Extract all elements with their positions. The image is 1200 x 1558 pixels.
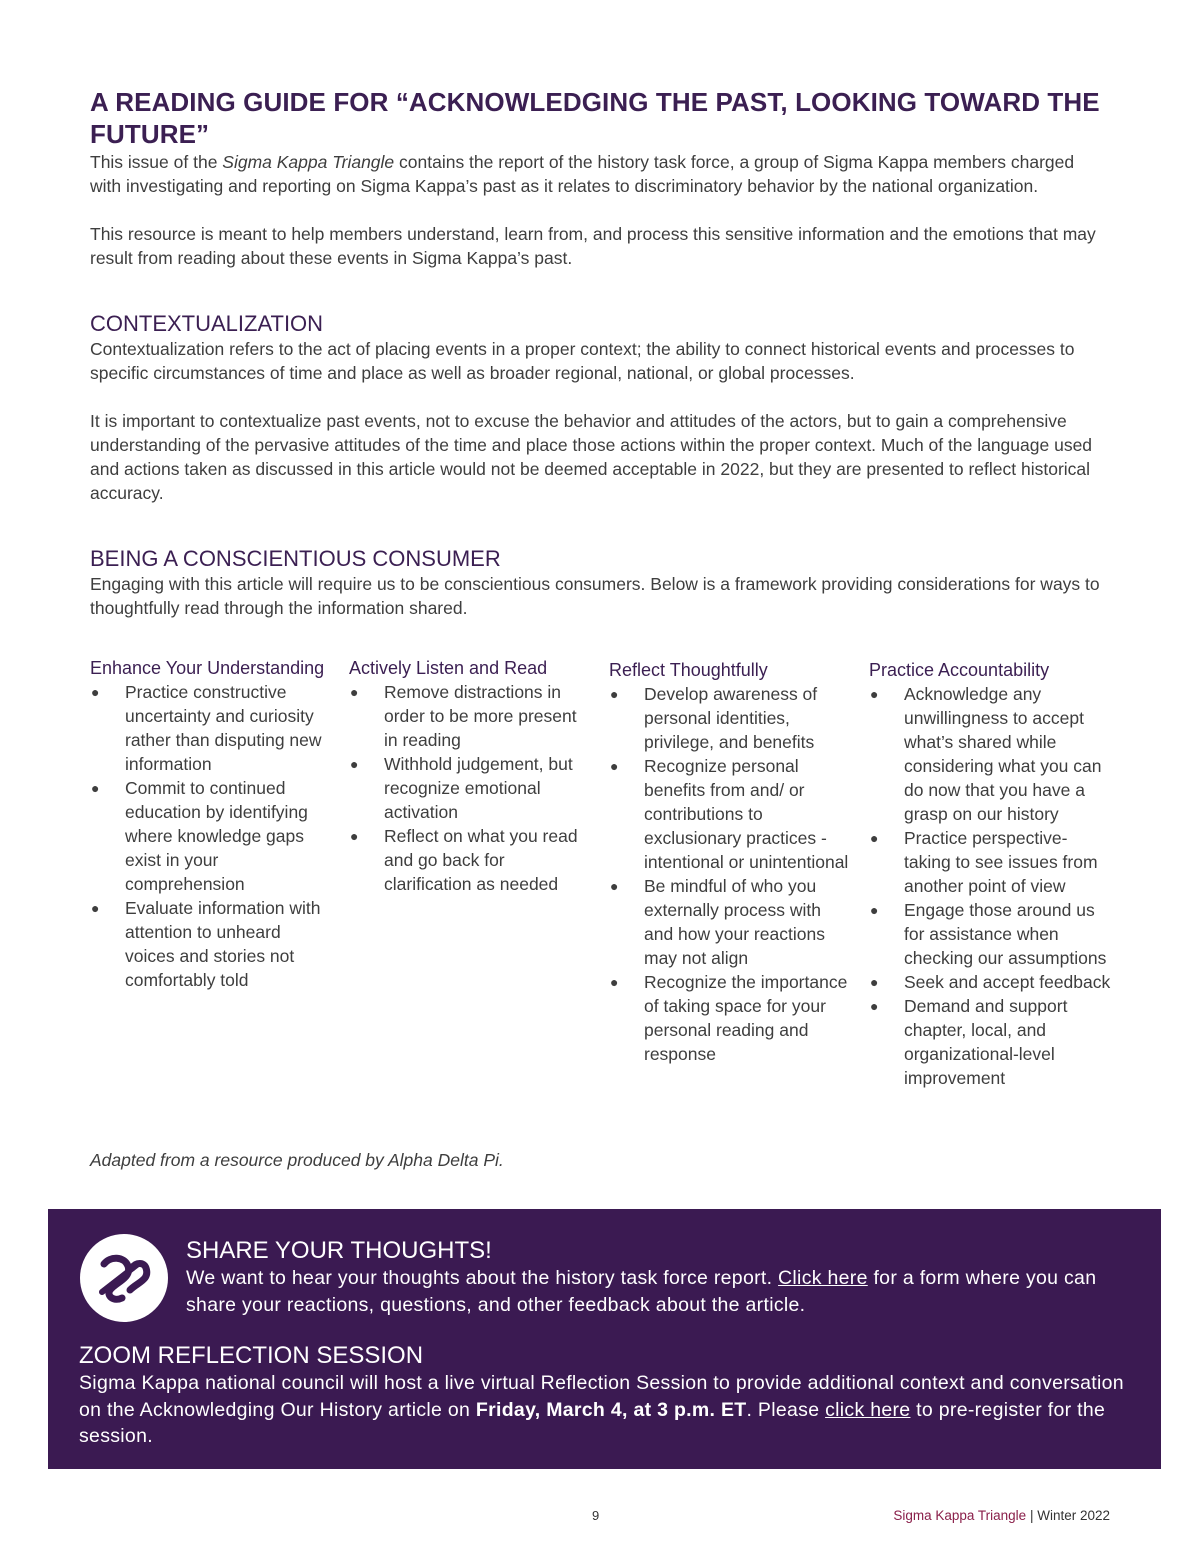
list-item: ● Withhold judgement, but recognize emotional activation	[350, 754, 573, 822]
list-item: ● Evaluate information with attention to unheard voices and stories not comfortably told	[91, 898, 321, 990]
magazine-name: Sigma Kappa Triangle	[222, 152, 395, 172]
share-text: We want to hear your thoughts about the history task force report. Click here for a form where you can share your reactions, questions, and other feedback about the article.	[186, 1267, 1097, 1316]
share-heading: SHARE YOUR THOUGHTS!	[186, 1237, 492, 1264]
bullet-icon: ●	[350, 756, 359, 772]
list-item: ● Recognize the importance of taking space for your personal reading and response	[610, 972, 848, 1064]
list-item: ● Engage those around us for assistance when checking our assumptions	[870, 900, 1107, 968]
zoom-heading: ZOOM REFLECTION SESSION	[79, 1342, 424, 1369]
column-actively-listen	[349, 656, 594, 896]
magazine-title: Sigma Kappa Triangle	[893, 1508, 1027, 1523]
intro-paragraph-1: This issue of the Sigma Kappa Triangle contains the report of the history task force, a group of Sigma Kappa members charged with investigating and reporting on Sigma Kappa’s past as it relates to discriminatory behavior by the national organization.	[90, 152, 1075, 196]
list-item: ● Recognize personal benefits from and/ or contributions to exclusionary practices - intentional or unintentional	[610, 756, 849, 872]
list-item: ● Develop awareness of personal identities, privilege, and benefits	[610, 684, 818, 752]
pre-register-link[interactable]: click here	[825, 1398, 911, 1421]
consumer-paragraph: Engaging with this article will require us to be conscientious consumers. Below is a framework providing considerations for ways to thoughtfully read through the information shared.	[90, 574, 1100, 618]
list-item: ● Seek and accept feedback	[870, 972, 1111, 992]
bullet-icon: ●	[610, 878, 619, 894]
bullet-icon: ●	[870, 998, 879, 1014]
contextualization-paragraph-1: Contextualization refers to the act of placing events in a proper context; the ability to connect historical events and processes to specific circumstances of time and place as well as broader regional, national, or global processes.	[90, 339, 1075, 383]
sigma-kappa-logo-icon	[80, 1234, 168, 1322]
bullet-icon: ●	[350, 684, 359, 700]
column-heading: Reflect Thoughtfully	[609, 660, 768, 680]
bullet-icon: ●	[870, 686, 879, 702]
bullet-icon: ●	[610, 758, 619, 774]
bullet-icon: ●	[610, 686, 619, 702]
column-enhance-understanding	[90, 656, 335, 992]
publication-footer: Sigma Kappa Triangle | Winter 2022	[893, 1508, 1110, 1523]
column-reflect-thoughtfully	[609, 658, 849, 1066]
column-heading: Enhance Your Understanding	[90, 658, 325, 678]
bullet-icon: ●	[91, 684, 100, 700]
bullet-icon: ●	[610, 974, 619, 990]
session-date: Friday, March 4, at 3 p.m. ET	[475, 1398, 747, 1421]
feedback-banner	[48, 1209, 1161, 1469]
intro-paragraph-2: This resource is meant to help members understand, learn from, and process this sensitive information and the emotions that may result from reading about these events in Sigma Kappa’s past.	[90, 224, 1096, 268]
issue-label: Winter 2022	[1037, 1508, 1110, 1523]
feedback-form-link[interactable]: Click here	[778, 1267, 868, 1289]
column-heading: Actively Listen and Read	[349, 658, 548, 678]
contextualization-paragraph-2: It is important to contextualize past events, not to excuse the behavior and attitudes of the actors, but to gain a comprehensive understanding of the pervasive attitudes of the time and place those actions within the proper context. Much of the language used and actions taken as discussed in this article would not be deemed acceptable in 2022, but they are presented to reflect historical accuracy.	[90, 411, 1093, 503]
framework-columns	[90, 656, 1120, 1196]
contextualization-heading: CONTEXTUALIZATION	[90, 311, 324, 336]
page-title: A READING GUIDE FOR “ACKNOWLEDGING THE PAST, LOOKING TOWARD THE FUTURE”	[90, 87, 1100, 149]
list-item: ● Practice perspective-taking to see issues from another point of view	[870, 828, 1098, 896]
bullet-icon: ●	[870, 902, 879, 918]
page-number: 9	[592, 1508, 600, 1523]
column-practice-accountability	[869, 658, 1114, 1090]
zoom-text: Sigma Kappa national council will host a live virtual Reflection Session to provide additional context and conversation on the Acknowledging Our History article on Friday, March 4, at 3 p.m. ET. Please click here to pre-register for the session.	[79, 1372, 1124, 1447]
bullet-icon: ●	[91, 780, 100, 796]
bullet-icon: ●	[870, 830, 879, 846]
list-item: ● Acknowledge any unwillingness to accept what’s shared while considering what you can do now that you have a grasp on our history	[870, 684, 1102, 824]
list-item: ● Remove distractions in order to be more present in reading	[350, 682, 577, 750]
source-credit: Adapted from a resource produced by Alpha Delta Pi.	[90, 1150, 504, 1170]
bullet-icon: ●	[91, 900, 100, 916]
consumer-heading: BEING A CONSCIENTIOUS CONSUMER	[90, 546, 501, 571]
bullet-icon: ●	[870, 974, 879, 990]
article	[90, 86, 1110, 620]
list-item: ● Be mindful of who you externally process with and how your reactions may not align	[610, 876, 825, 968]
list-item: ● Reflect on what you read and go back for clarification as needed	[350, 826, 578, 894]
list-item: ● Practice constructive uncertainty and curiosity rather than disputing new information	[91, 682, 322, 774]
list-item: ● Commit to continued education by identifying where knowledge gaps exist in your comprehension	[91, 778, 308, 894]
column-heading: Practice Accountability	[869, 660, 1050, 680]
bullet-icon: ●	[350, 828, 359, 844]
list-item: ● Demand and support chapter, local, and organizational-level improvement	[870, 996, 1068, 1088]
